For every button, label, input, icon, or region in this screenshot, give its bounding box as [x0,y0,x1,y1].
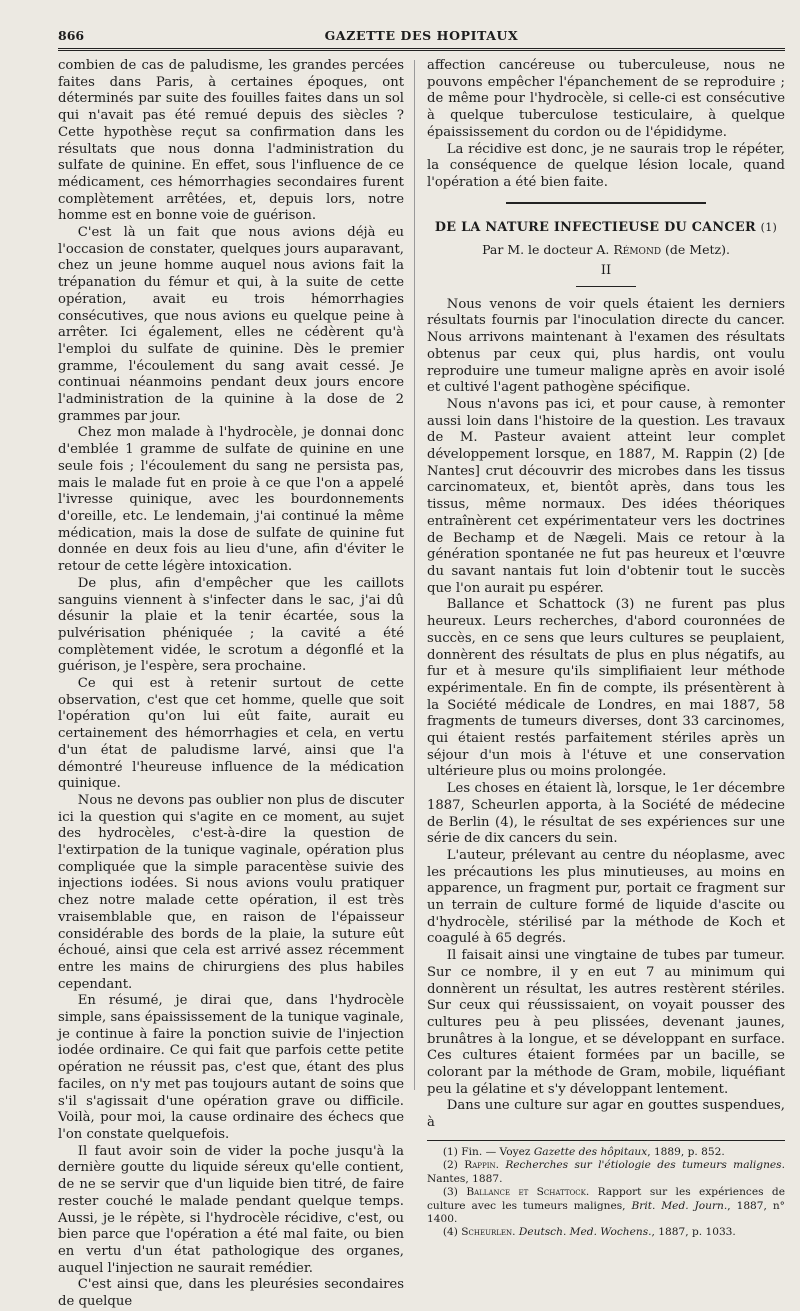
footnote: (1) Fin. — Voyez Gazette des hôpitaux, 1889, p. 852. [442,1145,725,1158]
paragraph: combien de cas de paludisme, les grandes percées faites dans Paris, à certaines époques, ont déterminés par suite des fouilles faites dans un sol qui n'avait pas été remué depuis des siècles ? Cette hypothèse reçut sa confirmation dans les résultats que nous donna l'administration du sulfate de quinine. En effet, sous l'influence de ce médicament, ces hémorrhagies secondaires furent complètement arrêtées, et, depuis lors, notre homme est en bonne voie de guérison. [58,58,404,224]
article-byline [427,242,785,259]
paragraph: Il faut avoir soin de vider la poche jusqu'à la dernière goutte du liquide séreux qu'elle contient, de ne se servir que d'un liquide bien titré, de faire rester couché le malade pendant quelque temps. Aussi, je le répète, si l'hydrocèle récidive, c'est, ou bien parce que l'opération a été mal faite, ou bien en vertu d'un état pathologique des organes, auquel l'injection ne saurait remédier. [58,1143,404,1276]
paragraph: Il faisait ainsi une vingtaine de tubes par tumeur. Sur ce nombre, il y en eut 7 au minimum qui donnèrent un résultat, les autres restèrent stériles. Sur ceux qui réussissaient, on voyait pousser des cultures peu à peu plissées, devenant jaunes, brunâtres à la longue, et se développant en surface. Ces cultures étaient formées par un bacille, se colorant par la méthode de Gram, mobile, liquéfiant peu la gélatine et s'y développant lentement. [427,948,785,1097]
paragraph: De plus, afin d'empêcher que les caillots sanguins viennent à s'infecter dans le sac, j'ai dû désunir la plaie et la tenir écartée, sous la pulvérisation phéniquée ; la cavité a été complètement vidée, le scrotum a dégonflé et la guérison, je l'espère, sera prochaine. [58,575,404,675]
paragraph: Ce qui est à retenir surtout de cette observation, c'est que cet homme, quelle que soit l'opération qu'on lui eût faite, aurait eu certainement des hémorrhagies et cela, en vertu d'un état de paludisme larvé, ainsi que l'a démontré l'heureuse influence de la médication quinique. [58,676,404,792]
footnote: (4) Scheurlen. Deutsch. Med. Wochens., 1887, p. 1033. [442,1226,736,1239]
paragraph: En résumé, je dirai que, dans l'hydrocèle simple, sans épaississement de la tunique vaginale, je continue à faire la ponction suivie de l'injection iodée ordinaire. Ce qui fait que parfois cette petite opération ne réussit pas, c'est que, étant des plus faciles, on n'y met pas toujours autant de soins que s'il s'agissait d'une opération grave ou difficile. Voilà, pour moi, la cause ordinaire des échecs que l'on constate quelquefois. [58,993,404,1142]
left-column [58,58,404,1311]
paragraph: C'est ainsi que, dans les pleurésies secondaires de quelque [58,1277,404,1310]
paragraph: Nous ne devons pas oublier non plus de discuter ici la question qui s'agite en ce moment, au sujet des hydrocèles, c'est-à-dire la question de l'extirpation de la tunique vaginale, opération plus compliquée que la simple paracentèse suivie des injections iodées. Si nous avions voulu pratiquer chez notre malade cette opération, il est très vraisemblable que, en raison de l'épaisseur considérable des bords de la plaie, la suture eût échoué, ainsi que cela est arrivé assez récemment entre les mains de chirurgiens des plus habiles cependant. [58,792,404,992]
footnote: (3) Ballance et Schattock. Rapport sur les expériences de culture avec les tumeurs malignes, Brit. Med. Journ., 1887, n° 1400. [427,1186,785,1225]
article-title [427,220,785,237]
section-separator [506,202,706,204]
short-rule [576,286,636,287]
paragraph: L'auteur, prélevant au centre du néoplasme, avec les précautions les plus minutieuses, au moins en apparence, un fragment pur, portait ce fragment sur un terrain de culture formé de liquide d'ascite ou d'hydrocèle, stérilisé par la méthode de Koch et coagulé à 65 degrés. [427,847,785,947]
paragraph: Les choses en étaient là, lorsque, le 1er décembre 1887, Scheurlen apporta, à la Société de médecine de Berlin (4), le résultat de ses expériences sur une série de dix cancers du sein. [427,781,785,847]
paragraph: affection cancéreuse ou tuberculeuse, nous ne pouvons empêcher l'épanchement de se reproduire ; de même pour l'hydrocèle, si celle-ci est consécutive à quelque tuberculose testiculaire, à quelque épaississement du cordon ou de l'épididyme. [427,58,785,140]
paragraph: Nous venons de voir quels étaient les derniers résultats fournis par l'inoculation directe du cancer. Nous arrivons maintenant à l'examen des résultats obtenus par ceux qui, plus hardis, ont voulu reproduire une tumeur maligne après en avoir isolé et cultivé l'agent pathogène spécifique. [427,296,785,396]
paragraph: C'est là un fait que nous avions déjà eu l'occasion de constater, quelques jours auparavant, chez un jeune homme auquel nous avions fait la trépanation du fémur et qui, à la suite de cette opération, avait eu trois hémorrhagies consécutives, que nous avions eu quelque peine à arrêter. Ici également, elles ne cédèrent qu'à l'emploi du sulfate de quinine. Dès le premier gramme, l'écoulement du sang avait cessé. Je continuai néanmoins pendant deux jours encore l'administration de la quinine à la dose de 2 grammes par jour. [58,225,404,424]
byline-author: A. Rémond [596,242,662,258]
paragraph: Nous n'avons pas ici, et pour cause, à remonter aussi loin dans l'histoire de la question. Les travaux de M. Pasteur avaient atteint leur complet développement lorsque, en 1887, M. Rappin (2) [de Nantes] crut découvrir des microbes dans les tissus carcinomateux, et, bientôt après, dans tous les tissus, même normaux. Des idées théoriques entraînèrent cet expérimentateur vers les doctrines de Bechamp et de Nægeli. Mais ce retour à la génération spontanée ne fut pas heureux et l'œuvre du savant nantais fut loin d'obtenir tout le succès que l'on aurait pu espérer. [427,396,785,596]
article-title-text: DE LA NATURE INFECTIEUSE DU CANCER [434,219,756,235]
column-divider [414,60,415,1090]
footnote-ref: (1) [760,220,778,234]
page-header [58,28,785,51]
footnote-separator [427,1140,785,1141]
right-column [427,58,785,1240]
paragraph: Ballance et Schattock (3) ne furent pas plus heureux. Leurs recherches, d'abord couronnées de succès, en ce sens que leurs cultures se peuplaient, donnèrent des résultats de plus en plus négatifs, au fur et à mesure qu'ils simplifiaient leur méthode expérimentale. En fin de compte, ils présentèrent à la Société médicale de Londres, en mai 1887, 58 fragments de tumeurs diverses, dont 33 carcinomes, qui étaient restés parfaitement stériles après un séjour d'un mois à l'étuve et une conservation ultérieure plus ou moins prolongée. [427,597,785,780]
page-number: 866 [58,28,85,43]
part-number: II [600,263,612,279]
byline-prefix: Par M. le docteur [482,242,593,258]
running-title: GAZETTE DES HOPITAUX [324,28,519,43]
paragraph: Dans une culture sur agar en gouttes suspendues, à [427,1098,785,1131]
paragraph: Chez mon malade à l'hydrocèle, je donnai donc d'emblée 1 gramme de sulfate de quinine en une seule fois ; l'écoulement du sang ne persista pas, mais le malade fut en proie à ce que l'on a appelé l'ivresse quinique, avec les bourdonnements d'oreille, etc. Le lendemain, j'ai continué la même médication, mais la dose de sulfate de quinine fut donnée en deux fois au lieu d'une, afin d'éviter le retour de cette légère intoxication. [58,425,404,575]
footnote: (2) Rappin. Recherches sur l'étiologie des tumeurs malignes. Nantes, 1887. [427,1159,785,1185]
byline-suffix: (de Metz). [665,242,730,258]
paragraph: La récidive est donc, je ne saurais trop le répéter, la conséquence de quelque lésion locale, quand l'opération a été bien faite. [427,141,785,190]
